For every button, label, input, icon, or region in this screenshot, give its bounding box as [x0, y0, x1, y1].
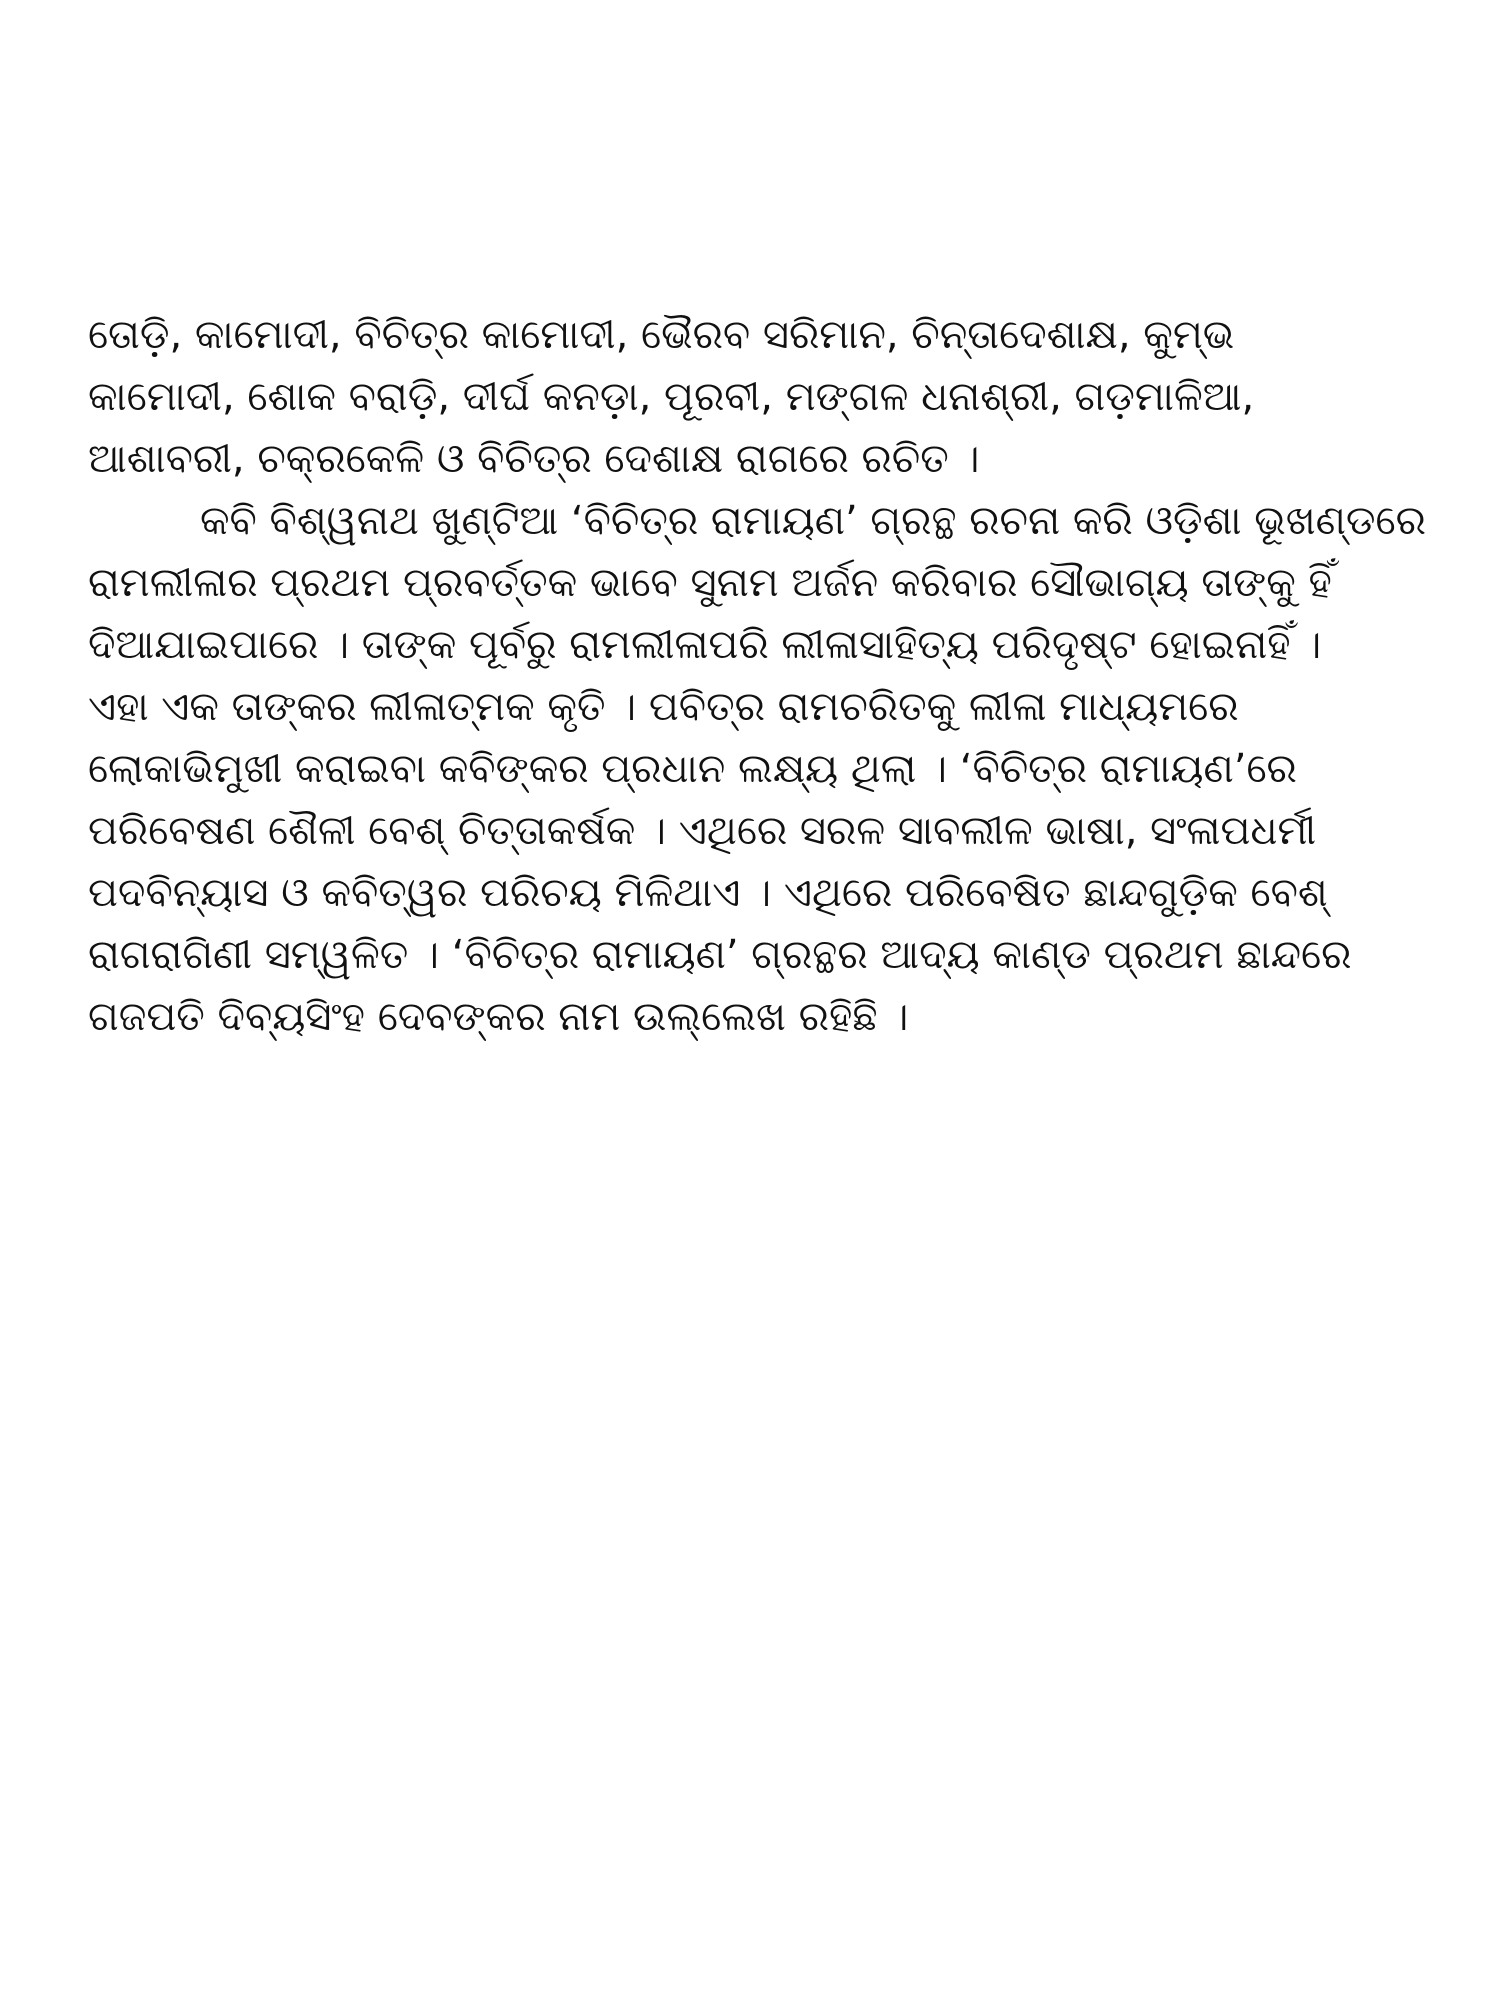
body-text	[88, 304, 1448, 1048]
paragraph-start-line: କବି ବିଶ୍ୱନାଥ ଖୁଣ୍ଟିଆ ‘ବିଚିତ୍ର ରାମାୟଣ’ ଗ୍ରନ୍ଥ ରଚନା କରି ଓଡ଼ିଶା ଭୂଖଣ୍ଡରେ	[200, 498, 1426, 544]
text-line: ତୋଡ଼ି, କାମୋଦୀ, ବିଚିତ୍ର କାମୋଦୀ, ଭୈରବ ସରିମାନ, ଚିନ୍ତାଦେଶାକ୍ଷ, କୁମ୍ଭ	[88, 312, 1235, 358]
text-line: ରାମଲୀଳାର ପ୍ରଥମ ପ୍ରବର୍ତ୍ତକ ଭାବେ ସୁନାମ ଅର୍ଜନ କରିବାର ସୌଭାଗ୍ୟ ତାଙ୍କୁ ହିଁ	[88, 560, 1332, 606]
text-line: ପଦବିନ୍ୟାସ ଓ କବିତ୍ୱର ପରିଚୟ ମିଳିଥାଏ । ଏଥିରେ ପରିବେଷିତ ଛାନ୍ଦଗୁଡ଼ିକ ବେଶ୍	[88, 870, 1328, 916]
text-line: ଲୋକାଭିମୁଖୀ କରାଇବା କବିଙ୍କର ପ୍ରଧାନ ଲକ୍ଷ୍ୟ ଥିଲା । ‘ବିଚିତ୍ର ରାମାୟଣ’ରେ	[88, 746, 1297, 792]
text-line: କାମୋଦୀ, ଶୋକ ବରାଡ଼ି, ଦୀର୍ଘ କନଡ଼ା, ପୂରବୀ, ମଙ୍ଗଳ ଧନାଶ୍ରୀ, ଗଡ଼ମାଳିଆ,	[88, 374, 1255, 420]
text-line: ପରିବେଷଣ ଶୈଳୀ ବେଶ୍ ଚିତ୍ତାକର୍ଷକ । ଏଥିରେ ସରଳ ସାବଲୀଳ ଭାଷା, ସଂଳାପଧର୍ମୀ	[88, 808, 1317, 854]
text-line: ଦିଆଯାଇପାରେ । ତାଙ୍କ ପୂର୍ବରୁ ରାମଲୀଳାପରି ଲୀଳାସାହିତ୍ୟ ପରିଦୃଷ୍ଟ ହୋଇନାହିଁ ।	[88, 622, 1322, 668]
text-line: ରାଗରାଗିଣୀ ସମ୍ୱଳିତ । ‘ବିଚିତ୍ର ରାମାୟଣ’ ଗ୍ରନ୍ଥର ଆଦ୍ୟ କାଣ୍ଡ ପ୍ରଥମ ଛାନ୍ଦରେ	[88, 932, 1352, 978]
text-line: ଆଶାବରୀ, ଚକ୍ରକେଳି ଓ ବିଚିତ୍ର ଦେଶାକ୍ଷ ରାଗରେ ରଚିତ ।	[88, 436, 980, 482]
text-line: ଗଜପତି ଦିବ୍ୟସିଂହ ଦେବଙ୍କର ନାମ ଉଲ୍ଲେଖ ରହିଛି ।	[88, 994, 909, 1040]
text-line: ଏହା ଏକ ତାଙ୍କର ଲୀଳାତ୍ମକ କୃତି । ପବିତ୍ର ରାମଚରିତକୁ ଲୀଳା ମାଧ୍ୟମରେ	[88, 684, 1239, 730]
